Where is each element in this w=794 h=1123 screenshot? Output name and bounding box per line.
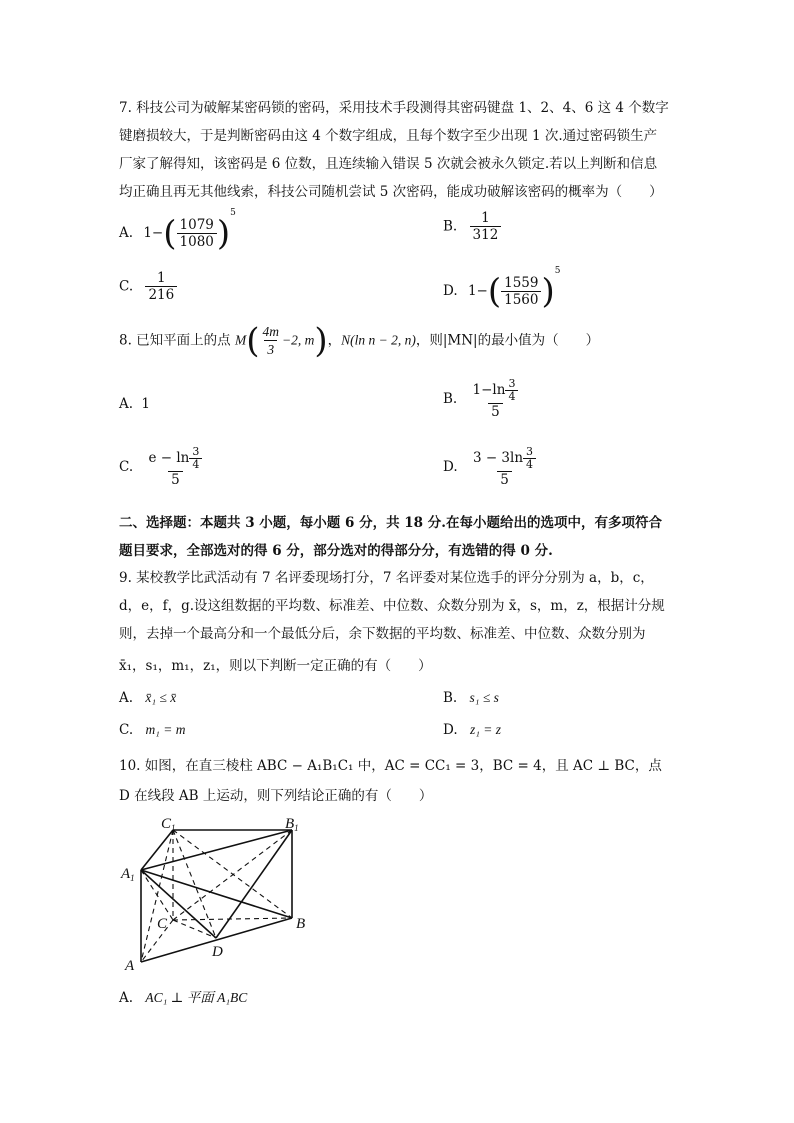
section-heading-line-1: 二、选择题：本题共 3 小题，每小题 6 分，共 18 分.在每小题给出的选项中，有多项符合: [119, 515, 662, 531]
triangular-prism-figure: [115, 808, 325, 976]
q10-line-2: D 在线段 AB 上运动，则下列结论正确的有（ ）: [119, 788, 433, 804]
label-a: A: [125, 958, 135, 974]
edge-c-b: [173, 918, 292, 920]
q7-option-a: A. 1−( $\frac{1079}{1080}$ )$^5$: [119, 208, 236, 254]
q7-line-4: 均正确且再无其他线索，科技公司随机尝试 5 次密码，能成功破解该密码的概率为（ ）: [119, 184, 663, 200]
q8-option-c: C. e − ln $\frac{3}{4}$ 5: [119, 446, 205, 489]
q9-option-a: A. x̄₁ ≤ x̄: [119, 690, 177, 706]
q7-option-b: B. $\frac{1}{312}$: [443, 210, 501, 244]
q9-line-4: x̄₁，s₁，m₁，z₁，则以下判断一定正确的有（ ）: [119, 658, 432, 674]
q7-line-1: 7. 科技公司为破解某密码锁的密码，采用技术手段测得其密码键盘 1、2、4、6 这 4 个数字: [119, 100, 669, 116]
label-d: D: [212, 944, 223, 960]
q8-option-d: D. 3 − 3ln $\frac{3}{4}$ 5: [443, 446, 539, 489]
q8-option-b: B. 1−ln $\frac{3}{4}$ 5: [443, 378, 521, 421]
q7-line-3: 厂家了解得知，该密码是 6 位数，且连续输入错误 5 次就会被永久锁定.若以上判断和信息: [119, 156, 658, 172]
label-b: B: [296, 916, 306, 932]
edge-a1-b1: [141, 830, 292, 870]
edge-a1-d: [141, 870, 216, 938]
section-heading-line-2: 题目要求，全部选对的得 6 分，部分选对的得部分分，有选错的得 0 分.: [119, 543, 553, 559]
q9-option-d: D. z₁ = z: [443, 722, 501, 738]
q10-line-1: 10. 如图，在直三棱柱 ABC − A₁B₁C₁ 中，AC = CC₁ = 3，BC = 4，且 AC ⊥ BC，点: [119, 758, 662, 774]
label-b1: $B_1$: [285, 816, 299, 833]
q7-option-d: D. 1−( $\frac{1559}{1560}$ )$^5$: [443, 266, 561, 312]
q7-option-c: C. $\frac{1}{216}$: [119, 270, 177, 304]
q9-line-3: 则，去掉一个最高分和一个最低分后，余下数据的平均数、标准差、中位数、众数分别为: [119, 626, 646, 642]
q9-option-b: B. s₁ ≤ s: [443, 690, 499, 706]
q9-option-c: C. m₁ = m: [119, 722, 186, 738]
q10-option-a: A. AC₁ ⊥ 平面 A₁BC: [119, 990, 248, 1006]
q8-stem: 8. 已知平面上的点 M( $\frac{4m}{3}$ −2, m)，N(ln n − 2, n)，则|MN|的最小值为（ ）: [119, 321, 600, 361]
label-c1: $C_1$: [161, 816, 176, 833]
edge-a1-b: [141, 870, 292, 918]
q7-line-2: 键磨损较大，于是判断密码由这 4 个数字组成，且每个数字至少出现 1 次.通过密码锁生产: [119, 128, 658, 144]
q9-line-1: 9. 某校教学比武活动有 7 名评委现场打分，7 名评委对某位选手的评分分别为 a，b，c，: [119, 570, 654, 586]
q8-option-a: A. 1: [119, 396, 150, 412]
label-c: C: [157, 916, 168, 932]
label-a1: $A_1$: [121, 866, 135, 883]
q9-line-2: d，e，f，g.设这组数据的平均数、标准差、中位数、众数分别为 x̄，s，m，z，根据计分规: [119, 598, 665, 614]
edge-c1-d: [173, 830, 216, 938]
